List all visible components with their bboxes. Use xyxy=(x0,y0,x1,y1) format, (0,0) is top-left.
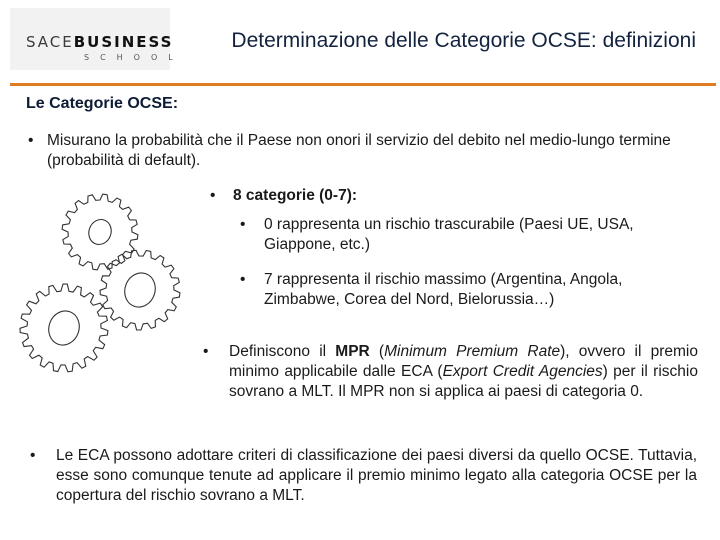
gear-2-hole xyxy=(120,269,160,312)
bullet-dot: • xyxy=(210,187,216,204)
gear-3-outline xyxy=(20,284,108,372)
mpr-term: MPR xyxy=(335,343,370,360)
bullet-text: 0 rappresenta un rischio trascurabile (Paesi UE, USA, Giappone, etc.) xyxy=(264,216,634,253)
text-run: ( xyxy=(369,343,385,360)
title-divider xyxy=(10,83,716,86)
bullet-text xyxy=(229,342,698,402)
logo-business: BUSINESS xyxy=(73,33,174,51)
eca-expansion: Export Credit Agencies xyxy=(442,363,603,380)
gear-3-hole xyxy=(44,307,84,350)
bullet-dot: • xyxy=(30,447,36,464)
subbullet-category-0 xyxy=(240,215,695,255)
text-run: ) per il rischio sovrano a MLT. Il MPR non si applica ai paesi di categoria 0. xyxy=(229,363,698,400)
slide-title: Determinazione delle Categorie OCSE: definizioni xyxy=(231,29,696,52)
section-heading: Le Categorie OCSE: xyxy=(26,95,179,112)
bullet-categories xyxy=(210,186,610,206)
sace-business-school-logo xyxy=(10,8,184,70)
bullet-dot: • xyxy=(240,271,246,288)
bullet-probability xyxy=(28,131,712,171)
logo-school: SCHOOL xyxy=(84,53,184,62)
bullet-mpr xyxy=(203,342,698,402)
gears-icon xyxy=(8,190,204,380)
gear-1-hole xyxy=(85,216,114,247)
bullet-text: 7 rappresenta il rischio massimo (Argentina, Angola, Zimbabwe, Corea del Nord, Bielorussia…) xyxy=(264,271,623,308)
bullet-text: Misurano la probabilità che il Paese non onori il servizio del debito nel medio-lungo termine (probabilità di default). xyxy=(47,132,671,169)
bullet-eca-criteria xyxy=(30,446,697,506)
bullet-text: 8 categorie (0-7): xyxy=(233,187,358,204)
logo-sace: SACE xyxy=(26,33,74,51)
bullet-dot: • xyxy=(28,132,34,149)
text-run: ), ovvero il premio minimo applicabile dalle ECA ( xyxy=(229,343,698,380)
text-run: Definiscono il xyxy=(229,343,336,360)
bullet-text: Le ECA possono adottare criteri di classificazione dei paesi diversi da quello OCSE. Tuttavia, esse sono comunque tenute ad applicare il premio minimo legato alla categoria OCSE per la copertura del rischio sovrano a MLT. xyxy=(56,447,697,504)
mpr-expansion: Minimum Premium Rate xyxy=(384,343,561,360)
logo-wordmark xyxy=(26,33,173,51)
subbullet-category-7 xyxy=(240,270,695,310)
bullet-dot: • xyxy=(203,343,209,360)
bullet-dot: • xyxy=(240,216,246,233)
